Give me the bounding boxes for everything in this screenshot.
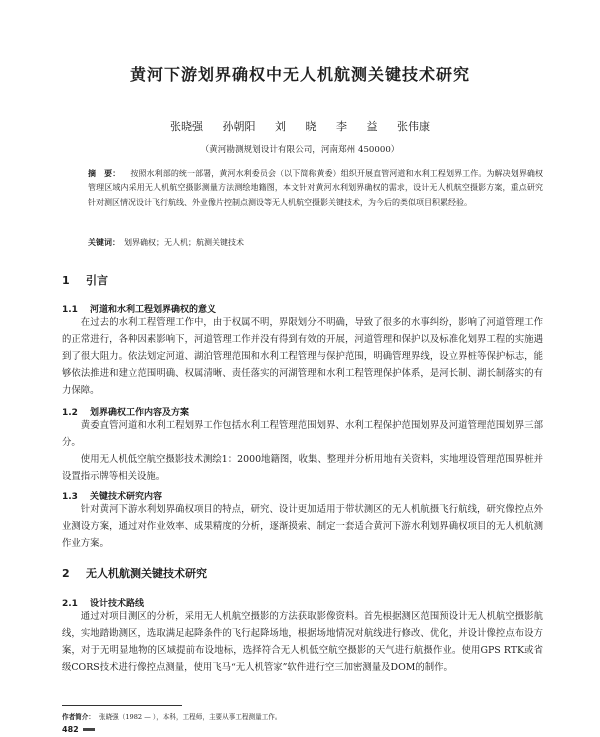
page-number [62, 725, 95, 734]
section-title: 无人机航测关键技术研究 [86, 567, 207, 580]
subsection-number: 1.2 [62, 408, 78, 418]
author-footnote [62, 711, 281, 721]
page-number-value: 482 [62, 725, 79, 734]
section-number: 1 [62, 274, 70, 287]
paragraph-2-1: 通过对项目测区的分析，采用无人机航空摄影的方法获取影像资料。首先根据测区范围预设计无人机航空摄影航线，实地踏勘测区，选取满足起降条件的飞行起降场地，根据场地情况对航线进行修改、优化，并设计像控点布设方案，对于无明显地物的区域提前布设地标，选择符合无人机低空航空摄影的天气进行航摄作业。使用GPS RTK或省级CORS技术进行像控点测量，使用飞马“无人机管家”软件进行空三加密测量及DOM的制作。 [62, 611, 543, 673]
paper-title: 黄河下游划界确权中无人机航测关键技术研究 [129, 65, 470, 84]
footnote-text: 张晓强（1982 — ），本科，工程师，主要从事工程测量工作。 [98, 713, 282, 721]
subsection-title: 关键技术研究内容 [90, 492, 163, 502]
footnote-divider [62, 705, 182, 706]
section-heading-1 [62, 272, 108, 288]
section-heading-2 [62, 565, 207, 581]
abstract-label: 摘 要： [88, 168, 121, 178]
abstract [88, 166, 543, 210]
decorative-mark [83, 728, 95, 731]
paragraph-1-1: 在过去的水利工程管理工作中，由于权属不明，界限划分不明确，导致了很多的水事纠纷，影响了河道管理工作的正常进行，各种因素影响下，河道管理工作并没有得到有效的开展，河道管理和保护以及标准化划界工程的实施遇到了很大阻力。依法划定河道、湖泊管理范围和水利工程管理与保护范围，明确管理界线，设立界桩等保护标志，能够依法推进和建立范围明确、权属清晰、责任落实的河湖管理和水利工程管理保护体系，是河长制、湖长制落实的有力保障。 [62, 317, 543, 396]
subsection-number: 1.3 [62, 492, 78, 502]
paragraph-1-2b: 使用无人机低空航空摄影技术测绘1：2000地籍图，收集、整理并分析用地有关资料，实地埋设管理范围界桩并设置指示牌等相关设施。 [62, 454, 543, 482]
subsection-number: 1.1 [62, 305, 78, 315]
keywords [88, 237, 244, 248]
abstract-text: 按照水利部的统一部署，黄河水利委员会（以下简称黄委）组织开展直管河道和水利工程划界工作。为解决划界确权管理区域内采用无人机航空摄影测量方法测绘地籍图，本文针对黄河水利划界确权的需求，设计无人机航空摄影方案，重点研究针对测区情况设计飞行航线、外业像片控制点测设等无人机航空摄影关键技术，为今后的类似项目积累经验。 [88, 169, 543, 207]
keywords-text: 划界确权；无人机；航测关键技术 [124, 238, 244, 247]
paragraph-1-2a: 黄委直管河道和水利工程划界工作包括水利工程管理范围划界、水利工程保护范围划界及河道管理范围划界三部分。 [62, 420, 543, 448]
subsection-number: 2.1 [62, 599, 78, 609]
author-list: 张晓强 孙朝阳 刘 晓 李 益 张伟康 [170, 120, 430, 133]
subsection-title: 划界确权工作内容及方案 [90, 408, 190, 418]
section-title: 引言 [86, 274, 108, 287]
footnote-label: 作者简介： [62, 713, 95, 721]
subsection-title: 设计技术路线 [90, 599, 145, 609]
keywords-label: 关键词： [88, 237, 120, 247]
subsection-title: 河道和水利工程划界确权的意义 [90, 305, 217, 315]
paragraph-1-3: 针对黄河下游水利划界确权项目的特点，研究、设计更加适用于带状测区的无人机航摄飞行航线，研究像控点外业测设方案，通过对作业效率、成果精度的分析，逐渐摸索、制定一套适合黄河下游水利划界确权项目的无人机航测作业方案。 [62, 504, 543, 549]
affiliation: （黄河勘测规划设计有限公司，河南郑州 450000） [200, 145, 400, 155]
section-number: 2 [62, 567, 70, 580]
